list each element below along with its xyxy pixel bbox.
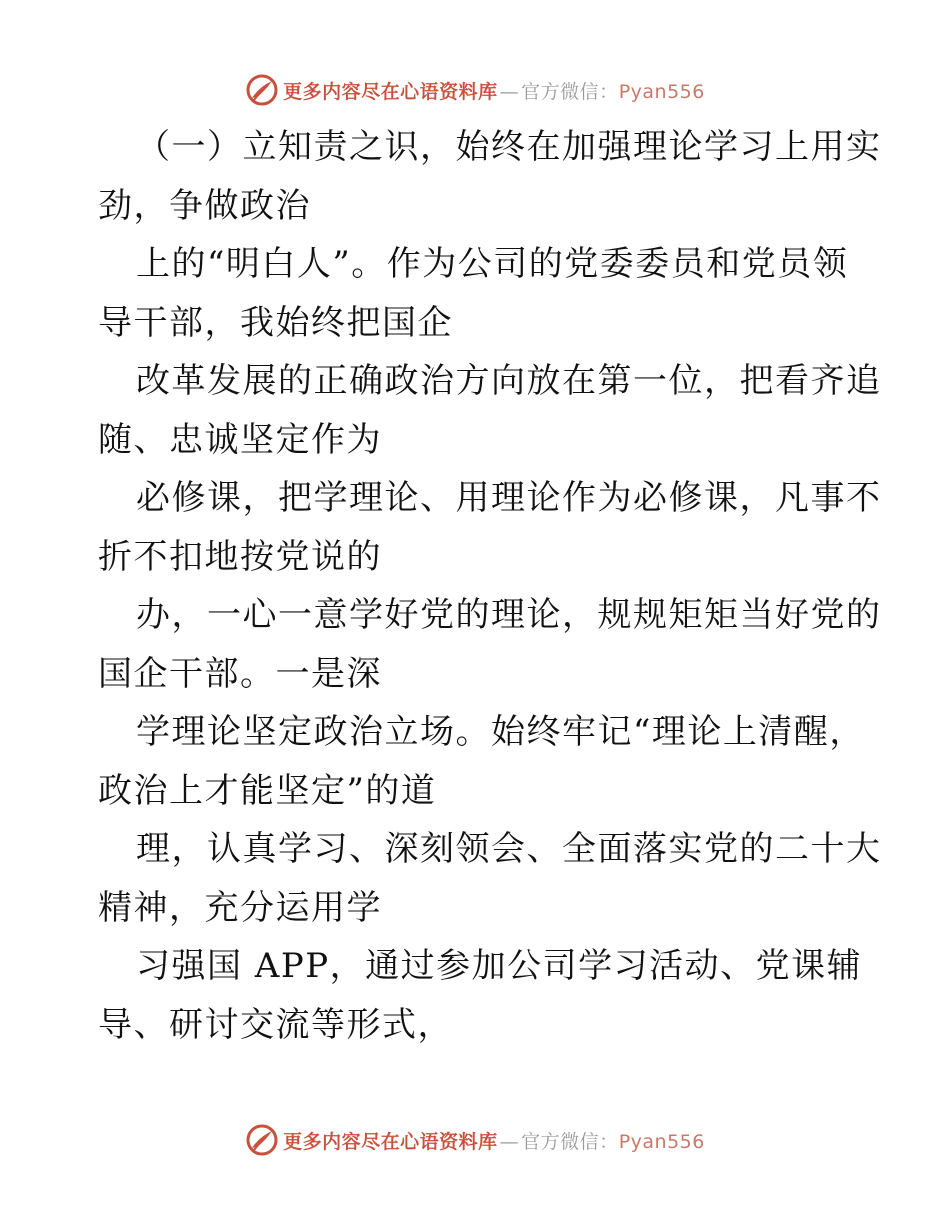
text-line: 国企干部。一是深	[98, 653, 382, 694]
watermark-dash: —	[499, 80, 520, 103]
text-line: （一）立知责之识，始终在加强理论学习上用实	[136, 127, 882, 167]
text-line: 政治上才能坚定”的道	[98, 770, 437, 811]
text-line: 劲，争做政治	[98, 185, 311, 226]
quill-logo-icon	[245, 73, 279, 107]
quill-logo-icon	[245, 1123, 279, 1157]
text-line: 办，一心一意学好党的理论，规规矩矩当好党的	[136, 595, 882, 635]
watermark-brand: 更多内容尽在心语资料库	[283, 1130, 498, 1153]
text-line: 改革发展的正确政治方向放在第一位，把看齐追	[136, 361, 882, 401]
watermark-dash: —	[499, 1130, 520, 1153]
document-body	[98, 118, 882, 1054]
text-line: 习强国 APP，通过参加公司学习活动、党课辅	[136, 946, 863, 986]
watermark-brand: 更多内容尽在心语资料库	[283, 80, 498, 103]
text-line: 导、研讨交流等形式，	[98, 1004, 453, 1045]
text-line: 折不扣地按党说的	[98, 536, 382, 577]
watermark-wechat-label: 官方微信：	[521, 1130, 619, 1153]
text-line: 必修课，把学理论、用理论作为必修课，凡事不	[136, 478, 882, 518]
header-watermark	[0, 70, 950, 110]
watermark-wechat-id: Pyan556	[618, 80, 705, 103]
text-line: 随、忠诚坚定作为	[98, 419, 382, 460]
text-line: 上的“明白人”。作为公司的党委委员和党员领	[136, 244, 849, 284]
watermark-wechat-label: 官方微信：	[521, 80, 619, 103]
text-line: 学理论坚定政治立场。始终牢记“理论上清醒，	[136, 712, 865, 752]
footer-watermark	[0, 1120, 950, 1160]
text-line: 导干部，我始终把国企	[98, 302, 453, 343]
text-line: 理，认真学习、深刻领会、全面落实党的二十大	[136, 829, 882, 869]
watermark-wechat-id: Pyan556	[618, 1130, 705, 1153]
text-line: 精神，充分运用学	[98, 887, 382, 928]
